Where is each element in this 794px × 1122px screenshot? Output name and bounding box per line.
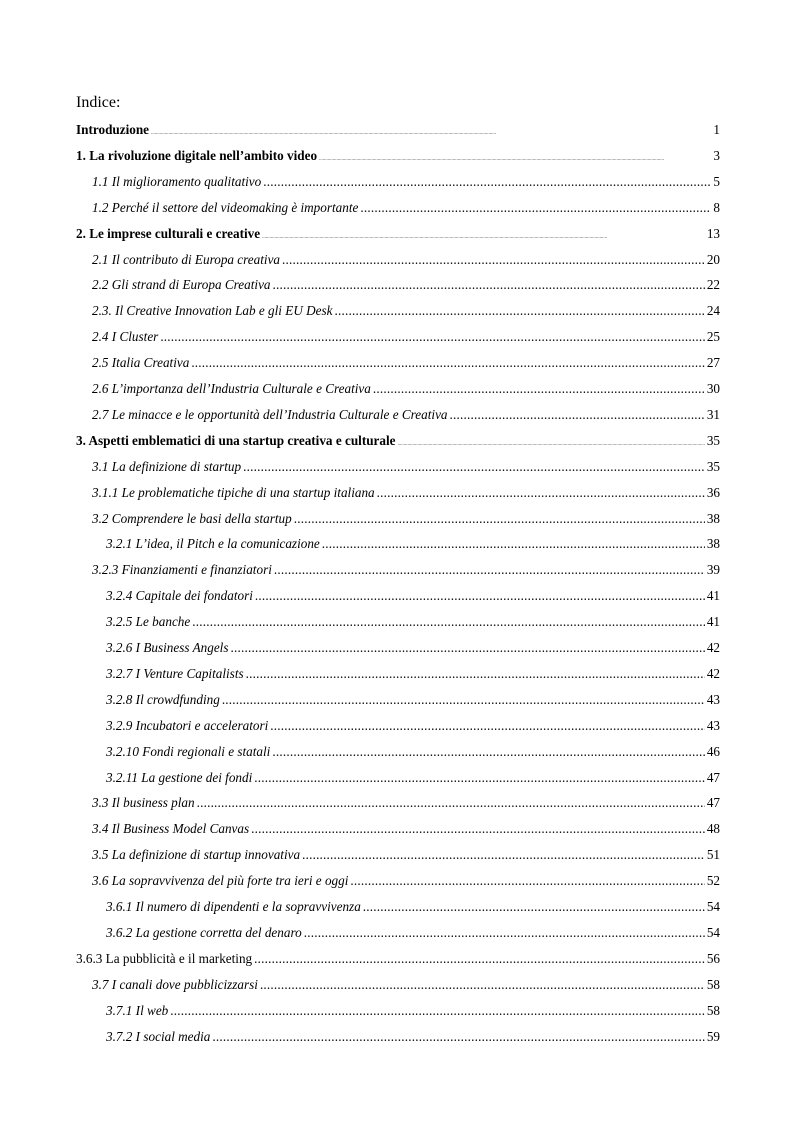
toc-entry-title: 3.7 I canali dove pubblicizzarsi bbox=[92, 976, 258, 992]
toc-entry-title: 3.2.10 Fondi regionali e statali bbox=[106, 743, 271, 759]
toc-leader-dots bbox=[251, 820, 705, 838]
toc-entry-page: 1 bbox=[713, 122, 720, 137]
toc-entry[interactable] bbox=[92, 199, 720, 217]
toc-entry-page: 42 bbox=[706, 640, 720, 655]
toc-leader-dots bbox=[246, 665, 705, 683]
toc-entry[interactable] bbox=[92, 354, 720, 372]
toc-leader-dots bbox=[302, 846, 705, 864]
toc-entry-page: 41 bbox=[706, 588, 720, 604]
toc-entry-title: 3.7.2 I social media bbox=[106, 1028, 211, 1044]
toc-entry-page: 54 bbox=[706, 899, 720, 914]
toc-entry-title: 3.4 Il Business Model Canvas bbox=[92, 821, 250, 837]
toc-entry[interactable] bbox=[92, 276, 720, 294]
toc-entry-page: 36 bbox=[706, 484, 720, 500]
toc-entry-page: 47 bbox=[706, 769, 720, 785]
toc-entry-page: 38 bbox=[706, 510, 720, 526]
toc-entry[interactable] bbox=[92, 458, 720, 476]
toc-leader-dots bbox=[263, 173, 711, 191]
toc-entry-title: 3.7.1 Il web bbox=[106, 1002, 169, 1018]
toc-leader-dots bbox=[360, 199, 711, 217]
toc-entry-title: 3.1 La definizione di startup bbox=[92, 458, 242, 474]
toc-entry-page: 13 bbox=[706, 225, 720, 241]
toc-entry-title: 3.2 Comprendere le basi della startup bbox=[92, 510, 292, 526]
toc-entry-page: 46 bbox=[706, 743, 720, 759]
toc-entry-page: 35 bbox=[706, 432, 720, 448]
toc-entry-title: 3.6.3 La pubblicità e il marketing bbox=[76, 950, 253, 966]
toc-entry-page: 58 bbox=[706, 1002, 720, 1018]
toc-entry-title: 2.3. Il Creative Innovation Lab e gli EU Desk bbox=[92, 303, 333, 319]
toc-entry-page: 43 bbox=[706, 691, 720, 707]
toc-entry[interactable] bbox=[106, 587, 720, 605]
toc-entry[interactable] bbox=[106, 717, 720, 735]
toc-entry[interactable] bbox=[92, 173, 720, 191]
toc-leader-dots bbox=[363, 898, 705, 916]
toc-entry[interactable] bbox=[92, 251, 720, 269]
toc-entry-page: 22 bbox=[706, 277, 720, 293]
toc-leader-dots bbox=[262, 229, 705, 247]
toc-entry-page: 43 bbox=[706, 717, 720, 733]
toc-entry-title: 3.2.8 Il crowdfunding bbox=[106, 691, 220, 707]
toc-leader-dots bbox=[335, 302, 705, 320]
toc-entry[interactable] bbox=[92, 846, 720, 864]
toc-entry-title: 2. Le imprese culturali e creative bbox=[76, 225, 261, 241]
toc-entry-title: 3.6 La sopravvivenza del più forte tra ieri e oggi bbox=[92, 873, 349, 889]
toc-entry-page: 41 bbox=[706, 614, 720, 630]
toc-entry-page: 20 bbox=[706, 251, 720, 267]
toc-entry-title: 2.1 Il contributo di Europa creativa bbox=[92, 251, 281, 267]
toc-entry-title: 3.5 La definizione di startup innovativa bbox=[92, 847, 301, 863]
toc-leader-dots bbox=[273, 276, 705, 294]
toc-entry-title: 2.6 L’importanza dell’Industria Culturale e Creativa bbox=[92, 381, 371, 396]
toc-leader-dots bbox=[450, 406, 705, 424]
toc-entry-page: 24 bbox=[706, 303, 720, 319]
toc-entry[interactable] bbox=[106, 535, 720, 553]
toc-entry[interactable] bbox=[76, 121, 720, 139]
toc-entry[interactable] bbox=[106, 613, 720, 631]
toc-entry-title: 1. La rivoluzione digitale nell’ambito video bbox=[76, 147, 318, 163]
toc-leader-dots bbox=[160, 328, 705, 346]
toc-leader-dots bbox=[230, 639, 704, 657]
toc-leader-dots bbox=[243, 458, 705, 476]
toc-entry[interactable] bbox=[106, 665, 720, 683]
toc-entry[interactable] bbox=[106, 769, 720, 787]
toc-entry-title: 1.2 Perché il settore del videomaking è importante bbox=[92, 199, 359, 215]
toc-entry-page: 30 bbox=[706, 381, 720, 396]
toc-entry-page: 47 bbox=[706, 795, 720, 811]
toc-leader-dots bbox=[322, 535, 705, 553]
toc-entry-page: 52 bbox=[706, 873, 720, 889]
toc-leader-dots bbox=[254, 950, 705, 968]
toc-leader-dots bbox=[319, 151, 711, 169]
toc-leader-dots bbox=[197, 794, 705, 812]
toc-entry-title: 3.2.7 I Venture Capitalists bbox=[106, 665, 244, 681]
toc-leader-dots bbox=[255, 587, 705, 605]
toc-entry[interactable] bbox=[92, 380, 720, 398]
toc-entry-title: 3.2.6 I Business Angels bbox=[106, 640, 229, 655]
toc-entry[interactable] bbox=[92, 820, 720, 838]
toc-entry-title: 3.6.2 La gestione corretta del denaro bbox=[106, 924, 302, 940]
toc-entry-title: 2.7 Le minacce e le opportunità dell’Industria Culturale e Creativa bbox=[92, 406, 448, 422]
toc-leader-dots bbox=[212, 1028, 704, 1046]
toc-entry[interactable] bbox=[92, 872, 720, 890]
toc-entry[interactable] bbox=[106, 691, 720, 709]
toc-entry-page: 3 bbox=[713, 147, 720, 163]
toc-entry[interactable] bbox=[106, 1028, 720, 1046]
toc-entry-page: 56 bbox=[706, 950, 720, 966]
toc-entry-title: 3.2.4 Capitale dei fondatori bbox=[106, 588, 253, 604]
toc-entry[interactable] bbox=[76, 432, 720, 450]
toc-leader-dots bbox=[304, 924, 705, 942]
toc-entry[interactable] bbox=[76, 225, 720, 243]
toc-leader-dots bbox=[350, 872, 704, 890]
toc-entry-title: 3.2.11 La gestione dei fondi bbox=[106, 769, 253, 785]
toc-heading: Indice: bbox=[76, 94, 121, 111]
toc-leader-dots bbox=[151, 125, 711, 143]
toc-entry-title: 2.2 Gli strand di Europa Creativa bbox=[92, 277, 271, 293]
toc-entry-title: 3.2.5 Le banche bbox=[106, 614, 191, 630]
toc-entry-page: 5 bbox=[713, 173, 720, 189]
toc-entry-page: 59 bbox=[706, 1028, 720, 1044]
toc-entry-page: 8 bbox=[713, 199, 720, 215]
toc-entry-page: 54 bbox=[706, 924, 720, 940]
toc-entry[interactable] bbox=[92, 406, 720, 424]
toc-leader-dots bbox=[222, 691, 705, 709]
toc-entry[interactable] bbox=[106, 924, 720, 942]
toc-entry-title: 3. Aspetti emblematici di una startup creativa e culturale bbox=[76, 432, 396, 448]
toc-entry-page: 38 bbox=[706, 536, 720, 552]
toc-entry[interactable] bbox=[106, 898, 720, 916]
toc-leader-dots bbox=[272, 743, 704, 761]
toc-entry[interactable] bbox=[76, 147, 720, 165]
toc-entry[interactable] bbox=[92, 328, 720, 346]
toc-entry-page: 42 bbox=[706, 665, 720, 681]
toc-entry-page: 35 bbox=[706, 458, 720, 474]
toc-entry[interactable] bbox=[92, 484, 720, 502]
toc-entry-title: 2.4 I Cluster bbox=[92, 329, 159, 345]
toc-entry[interactable] bbox=[106, 743, 720, 761]
toc-entry-page: 58 bbox=[706, 976, 720, 992]
toc-entry-title: 1.1 Il miglioramento qualitativo bbox=[92, 173, 262, 189]
toc-entry-title: Introduzione bbox=[76, 122, 150, 137]
toc-entry[interactable] bbox=[92, 976, 720, 994]
toc-entry[interactable] bbox=[92, 794, 720, 812]
toc-entry[interactable] bbox=[106, 639, 720, 657]
toc-entry-page: 25 bbox=[706, 329, 720, 345]
toc-leader-dots bbox=[377, 484, 705, 502]
toc-leader-dots bbox=[170, 1002, 705, 1020]
toc-entry-title: 3.2.1 L’idea, il Pitch e la comunicazione bbox=[106, 536, 320, 552]
toc-entry-title: 2.5 Italia Creativa bbox=[92, 355, 190, 371]
toc-leader-dots bbox=[373, 380, 705, 398]
toc-entry[interactable] bbox=[106, 1002, 720, 1020]
toc-leader-dots bbox=[191, 354, 705, 372]
toc-entry[interactable] bbox=[92, 561, 720, 579]
toc-entry-title: 3.2.9 Incubatori e acceleratori bbox=[106, 717, 269, 733]
toc-entry-title: 3.1.1 Le problematiche tipiche di una startup italiana bbox=[92, 484, 375, 500]
toc-entry-page: 27 bbox=[706, 355, 720, 371]
toc-entry-page: 51 bbox=[706, 847, 720, 863]
toc-entry[interactable] bbox=[92, 302, 720, 320]
toc-entry-page: 48 bbox=[706, 821, 720, 837]
toc-leader-dots bbox=[254, 769, 705, 787]
toc-leader-dots bbox=[398, 436, 705, 454]
toc-leader-dots bbox=[274, 561, 705, 579]
toc-leader-dots bbox=[282, 251, 705, 269]
toc-leader-dots bbox=[270, 717, 705, 735]
toc-entry-page: 39 bbox=[706, 562, 720, 578]
toc-leader-dots bbox=[294, 510, 705, 528]
toc-leader-dots bbox=[260, 976, 705, 994]
toc-entry-title: 3.2.3 Finanziamenti e finanziatori bbox=[92, 562, 272, 578]
toc-entry-title: 3.6.1 Il numero di dipendenti e la sopravvivenza bbox=[106, 899, 361, 914]
toc-leader-dots bbox=[192, 613, 705, 631]
toc-entry-page: 31 bbox=[706, 406, 720, 422]
toc-entry[interactable] bbox=[92, 510, 720, 528]
toc-entry[interactable] bbox=[76, 950, 720, 968]
toc-entry-title: 3.3 Il business plan bbox=[92, 795, 195, 811]
